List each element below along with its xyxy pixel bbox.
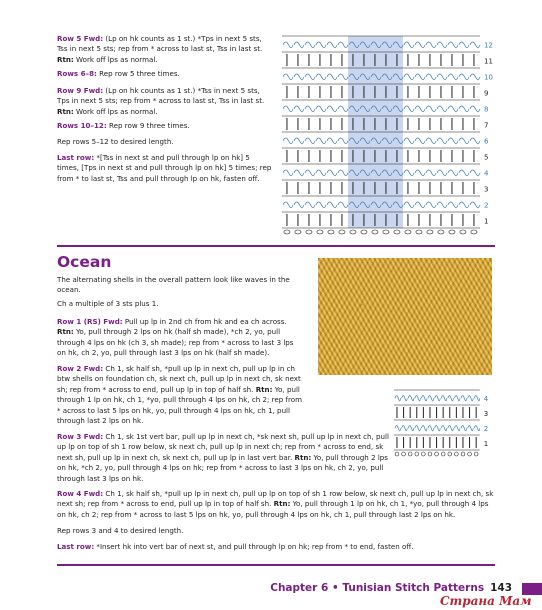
return-mark bbox=[459, 106, 469, 112]
chain-stitch bbox=[441, 452, 445, 456]
row1-instruction bbox=[57, 317, 304, 359]
return-mark bbox=[454, 426, 460, 431]
return-mark bbox=[283, 138, 293, 144]
return-mark bbox=[327, 42, 337, 48]
row-text: (Lp on hk counts as 1 st.) *Tss in next 5 sts, Tps in next 5 sts; rep from * across to last st, Tss in last st. bbox=[57, 86, 265, 106]
return-mark bbox=[448, 42, 458, 48]
chain-stitch bbox=[306, 230, 312, 234]
row3-instruction bbox=[57, 432, 390, 484]
return-mark bbox=[415, 396, 421, 401]
return-mark bbox=[402, 426, 408, 431]
return-mark bbox=[426, 202, 436, 208]
return-mark bbox=[316, 106, 326, 112]
chain-stitch bbox=[383, 230, 389, 234]
return-mark bbox=[283, 42, 293, 48]
chain-stitch bbox=[284, 230, 290, 234]
return-mark bbox=[404, 74, 414, 80]
return-mark bbox=[327, 138, 337, 144]
row4-instruction bbox=[57, 489, 495, 520]
return-mark bbox=[327, 202, 337, 208]
chain-stitch bbox=[438, 230, 444, 234]
return-mark bbox=[448, 170, 458, 176]
return-mark bbox=[294, 74, 304, 80]
page-number: 143 bbox=[490, 582, 512, 594]
return-text: Work off lps as normal. bbox=[76, 106, 158, 116]
row-label: Rows 6–8: bbox=[57, 69, 97, 78]
return-mark bbox=[338, 202, 348, 208]
row-text: (Lp on hk counts as 1 st.) *Tps in next 5 sts, Tss in next 5 sts; rep from * across to last st, Tss in last st. bbox=[57, 34, 263, 54]
return-text: Yo, pull through 2 lps on hk, *ch 2, yo, pull through 4 lps on hk; rep from * across to last 3 lps on hk, ch 2, yo, pull through last 3 lps on hk. bbox=[57, 452, 389, 483]
watermark-text: Страна Мам bbox=[440, 594, 532, 608]
return-mark bbox=[294, 202, 304, 208]
return-mark bbox=[305, 74, 315, 80]
return-mark bbox=[305, 138, 315, 144]
return-mark bbox=[448, 106, 458, 112]
return-mark bbox=[459, 74, 469, 80]
return-mark bbox=[415, 106, 425, 112]
return-mark bbox=[294, 42, 304, 48]
row-number: 10 bbox=[484, 73, 493, 82]
return-mark bbox=[459, 170, 469, 176]
return-mark bbox=[415, 42, 425, 48]
return-mark bbox=[474, 426, 480, 431]
return-mark bbox=[404, 138, 414, 144]
chain-stitch bbox=[427, 230, 433, 234]
return-mark bbox=[404, 42, 414, 48]
chain-stitch bbox=[394, 230, 400, 234]
chain-stitch bbox=[295, 230, 301, 234]
return-mark bbox=[448, 426, 454, 431]
return-mark bbox=[316, 74, 326, 80]
row-number: 6 bbox=[484, 137, 489, 146]
return-mark bbox=[305, 106, 315, 112]
return-mark bbox=[426, 106, 436, 112]
row-text: *[Tss in next st and pull through lp on hk] 5 times, [Tps in next st and pull through lp on hk] 5 times; rep from * to last st, Tss and pull through lp on hk, fasten off. bbox=[57, 153, 272, 183]
section-divider bbox=[57, 245, 495, 247]
return-mark bbox=[470, 106, 480, 112]
row-number: 3 bbox=[483, 409, 489, 418]
chain-stitch bbox=[350, 230, 356, 234]
return-mark bbox=[470, 42, 480, 48]
return-mark bbox=[426, 170, 436, 176]
return-mark bbox=[470, 170, 480, 176]
return-mark bbox=[338, 170, 348, 176]
return-mark bbox=[395, 396, 401, 401]
return-mark bbox=[468, 396, 474, 401]
return-mark bbox=[415, 426, 421, 431]
return-mark bbox=[316, 170, 326, 176]
chain-stitch bbox=[449, 230, 455, 234]
return-text: Yo, pull through 2 lps on hk (half sh made), *ch 2, yo, pull through 4 lps on hk (ch 3, sh made); rep from * across to last 3 lps on hk, ch 2, yo, pull through last 3 lps on hk (half sh made). bbox=[57, 327, 294, 358]
return-mark bbox=[437, 202, 447, 208]
chain-stitch bbox=[408, 452, 412, 456]
return-label: Rtn: bbox=[273, 499, 291, 509]
return-mark bbox=[461, 426, 467, 431]
return-mark bbox=[395, 426, 401, 431]
return-mark bbox=[283, 106, 293, 112]
last-row-instruction-2 bbox=[57, 542, 495, 552]
chain-stitch bbox=[402, 452, 406, 456]
return-label: Rtn: bbox=[57, 106, 74, 116]
chain-stitch bbox=[428, 452, 432, 456]
chain-stitch bbox=[372, 230, 378, 234]
chain-stitch bbox=[339, 230, 345, 234]
row-text: Rep row 9 three times. bbox=[108, 121, 190, 130]
return-label: Rtn: bbox=[294, 452, 312, 462]
return-label: Rtn: bbox=[57, 327, 74, 337]
return-mark bbox=[283, 74, 293, 80]
return-mark bbox=[448, 138, 458, 144]
bottom-divider bbox=[57, 564, 495, 566]
row-label: Row 3 Fwd: bbox=[57, 432, 104, 441]
row-number: 1 bbox=[484, 217, 489, 226]
return-mark bbox=[415, 138, 425, 144]
return-mark bbox=[305, 202, 315, 208]
return-mark bbox=[421, 396, 427, 401]
row-label: Row 1 (RS) Fwd: bbox=[57, 317, 123, 326]
stitch-chart-1 bbox=[280, 33, 500, 235]
return-mark bbox=[421, 426, 427, 431]
return-mark bbox=[316, 138, 326, 144]
row5-instruction bbox=[57, 34, 272, 65]
row-number: 8 bbox=[484, 105, 489, 114]
row-number: 4 bbox=[484, 169, 489, 178]
return-mark bbox=[435, 396, 441, 401]
return-mark bbox=[408, 426, 414, 431]
return-mark bbox=[404, 106, 414, 112]
chain-stitch bbox=[461, 452, 465, 456]
return-mark bbox=[316, 202, 326, 208]
chain-stitch bbox=[328, 230, 334, 234]
row-label: Row 9 Fwd: bbox=[57, 86, 104, 95]
row-text: Rep row 5 three times. bbox=[99, 69, 180, 78]
row-number: 2 bbox=[483, 424, 489, 433]
return-mark bbox=[470, 74, 480, 80]
row-label: Last row: bbox=[57, 542, 95, 551]
chain-stitch bbox=[471, 230, 477, 234]
return-mark bbox=[338, 74, 348, 80]
row-label: Row 2 Fwd: bbox=[57, 364, 104, 373]
return-mark bbox=[470, 138, 480, 144]
row-text: Ch 1, sk 1st vert bar, pull up lp in next ch, *sk next sh, pull up lp in next ch, pull up lp on top of sh 1 row below, sk next ch, pull up lp in next ch; rep from * across to end, sk next sh, pull up lp in next ch, sk next ch, pull up lp in last vert bar. bbox=[57, 432, 389, 462]
row-text: Pull up lp in 2nd ch from hk and ea ch across. bbox=[124, 317, 287, 326]
return-label: Rtn: bbox=[57, 54, 74, 64]
chain-stitch bbox=[317, 230, 323, 234]
return-mark bbox=[283, 202, 293, 208]
chapter-title: Chapter 6 • Tunisian Stitch Patterns bbox=[270, 582, 485, 594]
return-mark bbox=[316, 42, 326, 48]
chain-stitch bbox=[422, 452, 426, 456]
row-number: 5 bbox=[484, 153, 489, 162]
row-number: 4 bbox=[483, 394, 489, 403]
stitch-chart-2 bbox=[392, 387, 500, 462]
row-number: 11 bbox=[484, 57, 493, 66]
chain-stitch bbox=[435, 452, 439, 456]
row-number: 9 bbox=[484, 89, 489, 98]
return-mark bbox=[428, 396, 434, 401]
fabric-swatch-photo bbox=[318, 258, 492, 375]
return-mark bbox=[294, 106, 304, 112]
return-mark bbox=[426, 74, 436, 80]
return-mark bbox=[283, 170, 293, 176]
return-mark bbox=[408, 396, 414, 401]
chain-stitch bbox=[415, 452, 419, 456]
return-mark bbox=[415, 202, 425, 208]
return-text: Work off lps as normal. bbox=[76, 54, 158, 64]
return-mark bbox=[338, 42, 348, 48]
return-text: Yo, pull through 1 lp on hk, ch 1, *yo, pull through 4 lps on hk, ch 2; rep from * across to last 5 lps on hk, yo, pull through 4 lps on hk, ch 1, pull through last 2 lps on hk. bbox=[57, 384, 303, 426]
return-mark bbox=[468, 426, 474, 431]
return-mark bbox=[454, 396, 460, 401]
return-mark bbox=[448, 202, 458, 208]
row-number: 3 bbox=[484, 185, 489, 194]
return-mark bbox=[426, 138, 436, 144]
row-number: 12 bbox=[484, 41, 493, 50]
return-mark bbox=[338, 138, 348, 144]
return-mark bbox=[459, 42, 469, 48]
row-number: 1 bbox=[483, 439, 489, 448]
row-label: Row 4 Fwd: bbox=[57, 489, 104, 498]
return-mark bbox=[459, 202, 469, 208]
return-mark bbox=[441, 426, 447, 431]
page-title: Ocean bbox=[57, 253, 112, 271]
chain-stitch bbox=[405, 230, 411, 234]
row-text: Ch 1, sk half sh, *pull up lp in next ch, pull up lp in ch btw shells on foundation ch, sk next ch, pull up lp in next ch, sk next sh; rep from * across to end, pull up lp in top of half sh. bbox=[57, 364, 301, 394]
return-mark bbox=[448, 396, 454, 401]
row-number: 7 bbox=[484, 121, 489, 130]
return-mark bbox=[327, 106, 337, 112]
return-mark bbox=[294, 170, 304, 176]
return-mark bbox=[338, 106, 348, 112]
return-mark bbox=[470, 202, 480, 208]
rows6-8-instruction bbox=[57, 69, 272, 79]
return-mark bbox=[404, 170, 414, 176]
return-mark bbox=[327, 170, 337, 176]
return-mark bbox=[441, 396, 447, 401]
return-mark bbox=[459, 138, 469, 144]
return-mark bbox=[435, 426, 441, 431]
return-mark bbox=[404, 202, 414, 208]
chain-stitch bbox=[468, 452, 472, 456]
last-row-instruction bbox=[57, 153, 272, 184]
return-text: Yo, pull through 1 lp on hk, ch 1, *yo, pull through 4 lps on hk, ch 2; rep from * across to last 5 lps on hk, yo, pull through 4 lps on hk, ch 1, pull through last 2 lps on hk. bbox=[57, 499, 489, 519]
return-mark bbox=[437, 170, 447, 176]
repeat-instruction-2: Rep rows 3 and 4 to desired length. bbox=[57, 526, 184, 535]
rows10-12-instruction bbox=[57, 121, 272, 131]
row-label: Row 5 Fwd: bbox=[57, 34, 104, 43]
return-mark bbox=[305, 42, 315, 48]
chain-stitch bbox=[416, 230, 422, 234]
return-mark bbox=[327, 74, 337, 80]
row-text: Ch 1, sk half sh, *pull up lp in next ch, pull up lp on top of sh 1 row below, sk next ch, pull up lp in next ch, sk next sh; rep from * across to end, pull up lp in top of half sh. bbox=[57, 489, 494, 509]
return-mark bbox=[448, 74, 458, 80]
row9-instruction bbox=[57, 86, 272, 117]
return-mark bbox=[437, 138, 447, 144]
chain-stitch bbox=[474, 452, 478, 456]
chain-stitch bbox=[460, 230, 466, 234]
row-label: Rows 10–12: bbox=[57, 121, 107, 130]
return-mark bbox=[402, 396, 408, 401]
return-mark bbox=[415, 170, 425, 176]
row-number: 2 bbox=[484, 201, 489, 210]
chain-multiple-text: Ch a multiple of 3 sts plus 1. bbox=[57, 299, 159, 308]
return-mark bbox=[415, 74, 425, 80]
return-mark bbox=[437, 106, 447, 112]
row-text: *Insert hk into vert bar of next st, and pull through lp on hk; rep from * to end, fasten off. bbox=[96, 542, 414, 551]
return-mark bbox=[437, 42, 447, 48]
return-mark bbox=[426, 42, 436, 48]
return-mark bbox=[305, 170, 315, 176]
chain-stitch bbox=[395, 452, 399, 456]
page-footer bbox=[270, 582, 512, 594]
row-label: Last row: bbox=[57, 153, 95, 162]
repeat-instruction: Rep rows 5–12 to desired length. bbox=[57, 137, 174, 146]
row2-instruction bbox=[57, 364, 304, 426]
return-label: Rtn: bbox=[255, 384, 273, 394]
intro-text: The alternating shells in the overall pattern look like waves in the ocean. bbox=[57, 275, 290, 295]
return-mark bbox=[294, 138, 304, 144]
return-mark bbox=[474, 396, 480, 401]
chain-stitch bbox=[448, 452, 452, 456]
return-mark bbox=[428, 426, 434, 431]
return-mark bbox=[437, 74, 447, 80]
return-mark bbox=[461, 396, 467, 401]
chain-stitch bbox=[455, 452, 459, 456]
chain-stitch bbox=[361, 230, 367, 234]
